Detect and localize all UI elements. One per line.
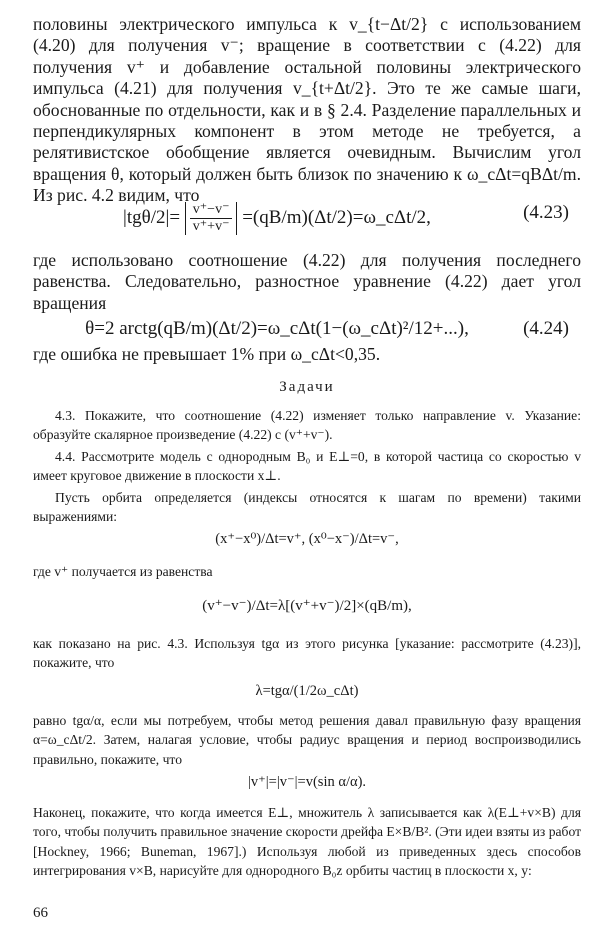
problem-4-4-c — [33, 562, 581, 581]
problem-4-4-f — [33, 803, 581, 881]
eq423-lhs: |tgθ/2|= — [123, 206, 181, 228]
equation-4-23 — [33, 188, 581, 248]
problem-4-4-b-text: Пусть орбита определяется (индексы относятся к шагам по времени) такими выражениями: — [33, 490, 581, 525]
section-heading: Задачи — [279, 379, 335, 395]
page-number: 66 — [33, 905, 48, 921]
paragraph-1 — [33, 14, 581, 207]
problem-4-4-f-text: Наконец, покажите, что когда имеется E⊥, множитель λ записывается как λ(E⊥+v×B) для того, чтобы получить правильное значение скорости дрейфа E×B/B². (Эти идеи взяты из работ [Hockney, 1966; Buneman, 1967].) Используя любой из приведенных здесь способов интегрирования v×B, нарисуйте для однородного B₀z орбиты частиц в плоскости x, y: — [33, 805, 582, 879]
equation-a: (x⁺−x⁰)/Δt=v⁺, (x⁰−x⁻)/Δt=v⁻, — [215, 531, 399, 547]
paragraph-2-text: где использовано соотношение (4.22) для получения последнего равенства. Следовательно, разностное уравнение (4.22) дает угол вращения — [33, 250, 581, 313]
eq424-number: (4.24) — [523, 318, 569, 339]
equation-c: λ=tgα/(1/2ω_cΔt) — [255, 683, 359, 699]
paragraph-3-text: где ошибка не превышает 1% при ω_cΔt<0,35. — [33, 344, 381, 364]
equation-d: |v⁺|=|v⁻|=v(sin α/α). — [247, 774, 367, 790]
problem-4-3-text: 4.3. Покажите, что соотношение (4.22) изменяет только направление v. Указание: образуйте скалярное произведение (4.22) с (v⁺+v⁻). — [33, 408, 581, 443]
eq423-frac-bottom: v⁺+v⁻ — [192, 219, 230, 234]
problem-4-4 — [33, 447, 581, 486]
eq423-frac-top: v⁺−v⁻ — [190, 202, 233, 219]
problem-4-4-c-text: где v⁺ получается из равенства — [33, 564, 213, 579]
eq423-rhs: =(qB/m)(Δt/2)=ω_cΔt/2, — [242, 206, 431, 228]
problem-4-4-e — [33, 711, 581, 769]
paragraph-1-text: половины электрического импульса к v_{t−Δt/2} с использованием (4.20) для получения v⁻; вращение в соответствии с (4.22) для получения v⁺ и добавление остальной половины электрического импульса (4.21) для получения v_{t+Δt/2}. Это те же самые шаги, обоснованные по отдельности, как и в § 2.4. Разделение параллельных и перпендикулярных компонент в этом методе не требуется, а релятивистское обобщение является очевидным. Вычислим угол вращения θ, который должен быть близок по значению к ω_cΔt=qBΔt/m. Из рис. 4.2 видим, что — [33, 14, 581, 206]
equation-b: (v⁺−v⁻)/Δt=λ[(v⁺+v⁻)/2]×(qB/m), — [202, 598, 412, 614]
problem-4-4-text: 4.4. Рассмотрите модель с однородным B₀ и E⊥=0, в которой частица со скоростью v имеет круговое движение в плоскости x⊥. — [33, 449, 581, 484]
eq423-number: (4.23) — [523, 202, 569, 223]
problem-4-3 — [33, 406, 581, 445]
paragraph-3 — [33, 344, 581, 365]
problem-4-4-d-text: как показано на рис. 4.3. Используя tgα из этого рисунка [указание: рассмотрите (4.23)], покажите, что — [33, 636, 581, 671]
problem-4-4-d — [33, 634, 581, 673]
problem-4-4-e-text: равно tgα/α, если мы потребуем, чтобы метод решения давал правильную фазу вращения α=ω_cΔt/2. Затем, налагая условие, чтобы радиус вращения и период воспроизводились правильно, покажите, что — [33, 713, 581, 767]
eq424-body: θ=2 arctg(qB/m)(Δt/2)=ω_cΔt(1−(ω_cΔt)²/12+...), — [85, 318, 469, 339]
problem-4-4-b — [33, 488, 581, 527]
